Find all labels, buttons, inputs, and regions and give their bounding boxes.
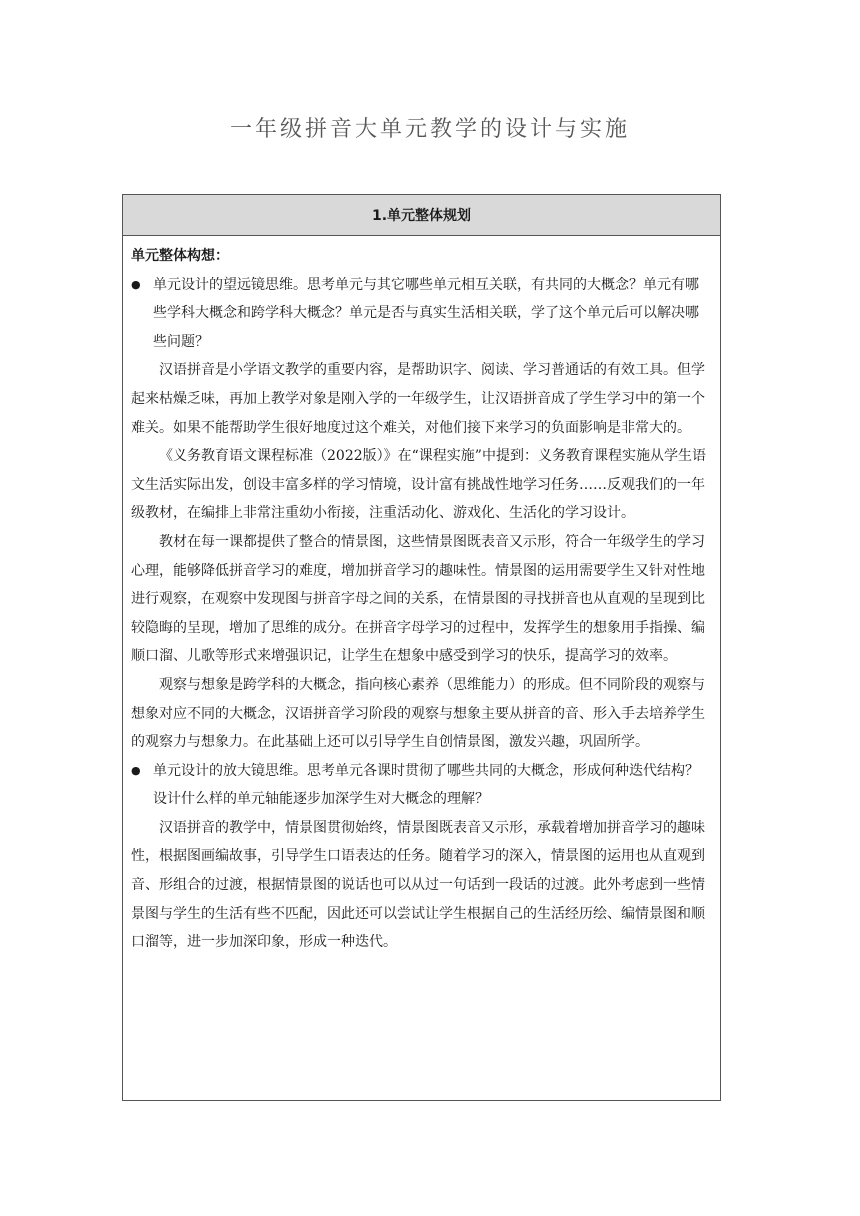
section-heading: 单元整体构想： — [131, 248, 229, 264]
body-paragraph: 汉语拼音的教学中，情景图贯彻始终，情景图既表音又示形，承载着增加拼音学习的趣味性，根据图画编故事，引导学生口语表达的任务。随着学习的深入，情景图的运用也从直观到音、形组合的过渡，根据情景图的说话也可以从过一句话到一段话的过渡。此外考虑到一些情景图与学生的生活有些不匹配，因此还可以尝试让学生根据自己的生活经历绘、编情景图和顺口溜等，进一步加深印象，形成一种迭代。 — [131, 819, 705, 951]
body-paragraph: 《义务教育语文课程标准（2022版）》在“课程实施”中提到：义务教育课程实施从学生语文生活实际出发，创设丰富多样的学习情境，设计富有挑战性地学习任务……反观我们的一年级教材，在编排上非常注重幼小衔接，注重活动化、游戏化、生活化的学习设计。 — [131, 448, 706, 522]
bullet-item-magnifier — [131, 757, 712, 814]
body-paragraph: 教材在每一课都提供了整合的情景图，这些情景图既表音又示形，符合一年级学生的学习心理，能够降低拼音学习的难度，增加拼音学习的趣味性。情景图的运用需要学生又针对性地进行观察，在观察中发现图与拼音字母之间的关系，在情景图的寻找拼音也从直观的呈现到比较隐晦的呈现，增加了思维的成分。在拼音字母学习的过程中，发挥学生的想象用手指操、编顺口溜、儿歌等形式来增强识记，让学生在想象中感受到学习的快乐，提高学习的效率。 — [131, 533, 705, 665]
table-content — [123, 236, 720, 957]
body-paragraph: 汉语拼音是小学语文教学的重要内容，是帮助识字、阅读、学习普通话的有效工具。但学起来枯燥乏味，再加上教学对象是刚入学的一年级学生，让汉语拼音成了学生学习中的第一个难关。如果不能帮助学生很好地度过这个难关，对他们接下来学习的负面影响是非常大的。 — [131, 362, 705, 436]
bullet-text: 单元设计的放大镜思维。思考单元各课时贯彻了哪些共同的大概念，形成何种迭代结构？设计什么样的单元轴能逐步加深学生对大概念的理解？ — [153, 762, 699, 808]
bullet-text: 单元设计的望远镜思维。思考单元与其它哪些单元相互关联，有共同的大概念？单元有哪些学科大概念和跨学科大概念？单元是否与真实生活相关联，学了这个单元后可以解决哪些问题？ — [153, 276, 699, 350]
bullet-item-telescope — [131, 271, 712, 357]
document-title: 一年级拼音大单元教学的设计与实施 — [229, 117, 630, 142]
bullet-dot-icon: ● — [131, 763, 141, 777]
table-header: 1.单元整体规划 — [123, 195, 720, 236]
body-paragraph: 观察与想象是跨学科的大概念，指向核心素养（思维能力）的形成。但不同阶段的观察与想象对应不同的大概念，汉语拼音学习阶段的观察与想象主要从拼音的音、形入手去培养学生的观察力与想象力。在此基础上还可以引导学生自创情景图，激发兴趣，巩固所学。 — [131, 676, 705, 751]
planning-table — [122, 194, 721, 1101]
bullet-dot-icon: ● — [131, 277, 141, 291]
